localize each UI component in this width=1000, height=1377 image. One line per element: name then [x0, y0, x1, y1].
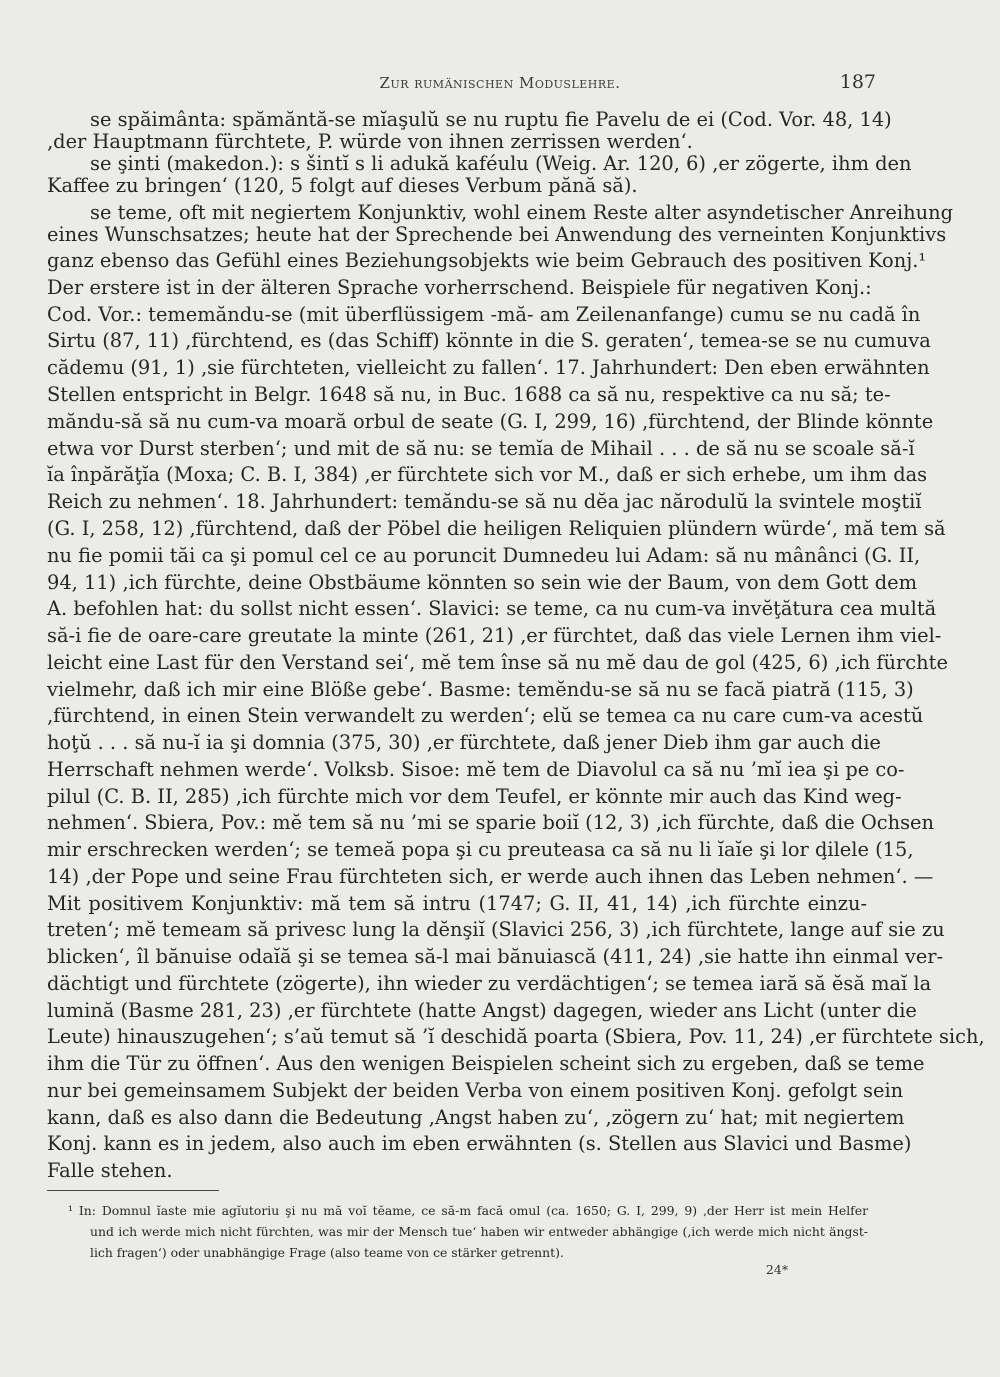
body-line: blicken‘, îl bănuise odaĭă şi se temea să-l mai bănuiască (411, 24) ‚sie hatte ihn einmal ver- [47, 945, 944, 968]
body-line: Konj. kann es in jedem, also auch im eben erwähnten (s. Stellen aus Slavici und Basme) [47, 1132, 912, 1155]
body-line: Reich zu nehmen‘. 18. Jahrhundert: temăndu-se să nu dĕa jac nărodulŭ la svintele moştiĭ [47, 490, 922, 513]
body-line: A. befohlen hat: du sollst nicht essen‘. Slavici: se teme, ca nu cum-va invĕţătura cea multă [47, 597, 937, 620]
body-line: Sirtu (87, 11) ‚fürchtend, es (das Schiff) könnte in die S. geraten‘, temea-se se nu cumuva [47, 329, 931, 352]
body-line: 94, 11) ‚ich fürchte, deine Obstbäume könnten so sein wie der Baum, von dem Gott dem [47, 571, 917, 594]
body-line: lumină (Basme 281, 23) ‚er fürchtete (hatte Angst) dagegen, wieder ans Licht (unter die [47, 999, 917, 1022]
footnote-line: ¹ In: Domnul ĭaste mie agĭutoriu şi nu mă voĭ tĕame, ce să-m facă omul (ca. 1650; G. I, 299, 9) ‚der Herr ist mein Helfer [68, 1203, 868, 1218]
footnote-line: lich fragen‘) oder unabhängige Frage (also teame von ce stärker getrennt). [90, 1245, 564, 1260]
body-line: nur bei gemeinsamem Subjekt der beiden Verba von einem positiven Konj. gefolgt sein [47, 1079, 904, 1102]
body-line: se şinti (makedon.): s šintĭ s li adukă kaféulu (Weig. Ar. 120, 6) ‚er zögerte, ihm den [90, 152, 912, 175]
body-line: ‚der Hauptmann fürchtete, P. würde von ihnen zerrissen werden‘. [47, 130, 693, 153]
body-line: Stellen entspricht in Belgr. 1648 să nu, in Buc. 1688 ca să nu, respektive ca nu să; te- [47, 383, 891, 406]
body-line: se spăimânta: spămăntă-se mĭaşulŭ se nu ruptu fie Pavelu de ei (Cod. Vor. 48, 14) [90, 108, 892, 131]
body-line: ĭa înpărăţĭa (Moxa; C. B. I, 384) ‚er fürchtete sich vor M., daß er sich erhebe, um ihm das [47, 463, 928, 486]
body-line: Der erstere ist in der älteren Sprache vorherrschend. Beispiele für negativen Konj.: [47, 276, 872, 299]
body-line: vielmehr, daß ich mir eine Blöße gebe‘. Basme: temĕndu-se să nu se facă piatră (115, 3) [47, 678, 914, 701]
footnote-line: und ich werde mich nicht fürchten, was mir der Mensch tue‘ haben wir entweder abhängige (‚ich werde mich nicht ängst- [90, 1224, 868, 1239]
body-line: nehmen‘. Sbiera, Pov.: mĕ tem să nu ’mi se sparie boiĭ (12, 3) ‚ich fürchte, daß die Ochsen [47, 811, 935, 834]
body-line: mir erschrecken werden‘; se temeă popa şi cu preuteasa ca să nu li ĭaĭe şi lor ḑilele (15, [47, 838, 914, 861]
body-line: cădemu (91, 1) ‚sie fürchteten, vielleicht zu fallen‘. 17. Jahrhundert: Den eben erwähnten [47, 356, 930, 379]
printer-signature-mark: 24* [765, 1262, 789, 1277]
body-line: să-i fie de oare-care greutate la minte (261, 21) ‚er fürchtet, daß das viele Lernen ihm viel- [47, 624, 942, 647]
body-line: Falle stehen. [47, 1159, 173, 1182]
body-line: (G. I, 258, 12) ‚fürchtend, daß der Pöbel die heiligen Reliquien plündern würde‘, mă tem să [47, 517, 946, 540]
body-line: leicht eine Last für den Verstand sei‘, mĕ tem înse să nu mĕ dau de gol (425, 6) ‚ich fürchte [47, 651, 948, 674]
body-line: ganz ebenso das Gefühl eines Beziehungsobjekts wie beim Gebrauch des positiven Konj.¹ [47, 249, 927, 272]
body-line: Cod. Vor.: tememăndu-se (mit überflüssigem -mă- am Zeilenanfange) cumu se nu cadă în [47, 303, 921, 326]
body-line: nu fie pomii tăi ca şi pomul cel ce au poruncit Dumnedeu lui Adam: să nu mânânci (G. II, [47, 544, 921, 567]
running-header: Zur rumänischen Moduslehre. [379, 74, 621, 92]
body-line: ‚fürchtend, in einen Stein verwandelt zu werden‘; elŭ se temea ca nu care cum-va acestŭ [47, 704, 924, 727]
body-line: se teme, oft mit negiertem Konjunktiv, wohl einem Reste alter asyndetischer Anreihung [90, 201, 953, 224]
page-number: 187 [839, 71, 876, 93]
body-line: kann, daß es also dann die Bedeutung ‚Angst haben zu‘, ‚zögern zu‘ hat; mit negiertem [47, 1106, 905, 1129]
body-line: Kaffee zu bringen‘ (120, 5 folgt auf dieses Verbum pănă să). [47, 174, 638, 197]
footnote-rule [47, 1190, 219, 1191]
body-line: treten‘; mĕ temeam să privesc lung la dĕnşiĭ (Slavici 256, 3) ‚ich fürchtete, lange auf sie zu [47, 918, 945, 941]
body-line: Herrschaft nehmen werde‘. Volksb. Sisoe: mĕ tem de Diavolul ca să nu ’mĭ iea şi pe co- [47, 758, 905, 781]
body-line: pilul (C. B. II, 285) ‚ich fürchte mich vor dem Teufel, er könnte mir auch das Kind weg- [47, 785, 902, 808]
body-line: măndu-să să nu cum-va moară orbul de seate (G. I, 299, 16) ‚fürchtend, der Blinde könnte [47, 410, 934, 433]
body-line: etwa vor Durst sterben‘; und mit de să nu: se temĭa de Mihail . . . de să nu se scoale să-ĭ [47, 437, 915, 460]
body-line: dächtigt und fürchtete (zögerte), ihn wieder zu verdächtigen‘; se temea iară să ĕsă maĭ la [47, 972, 932, 995]
body-line: eines Wunschsatzes; heute hat der Sprechende bei Anwendung des verneinten Konjunktivs [47, 223, 947, 246]
body-line: Mit positivem Konjunktiv: mă tem să intru (1747; G. II, 41, 14) ‚ich fürchte einzu- [47, 892, 867, 915]
body-line: hoţŭ . . . să nu-ĭ ia şi domnia (375, 30) ‚er fürchtete, daß jener Dieb ihm gar auch die [47, 731, 881, 754]
body-line: 14) ‚der Pope und seine Frau fürchteten sich, er werde auch ihnen das Leben nehmen‘. — [47, 865, 934, 888]
body-line: ihm die Tür zu öffnen‘. Aus den wenigen Beispielen scheint sich zu ergeben, daß se teme [47, 1052, 925, 1075]
body-line: Leute) hinauszugehen‘; s’aŭ temut să ’ĭ deschidă poarta (Sbiera, Pov. 11, 24) ‚er fürchtete sich, [47, 1025, 985, 1048]
